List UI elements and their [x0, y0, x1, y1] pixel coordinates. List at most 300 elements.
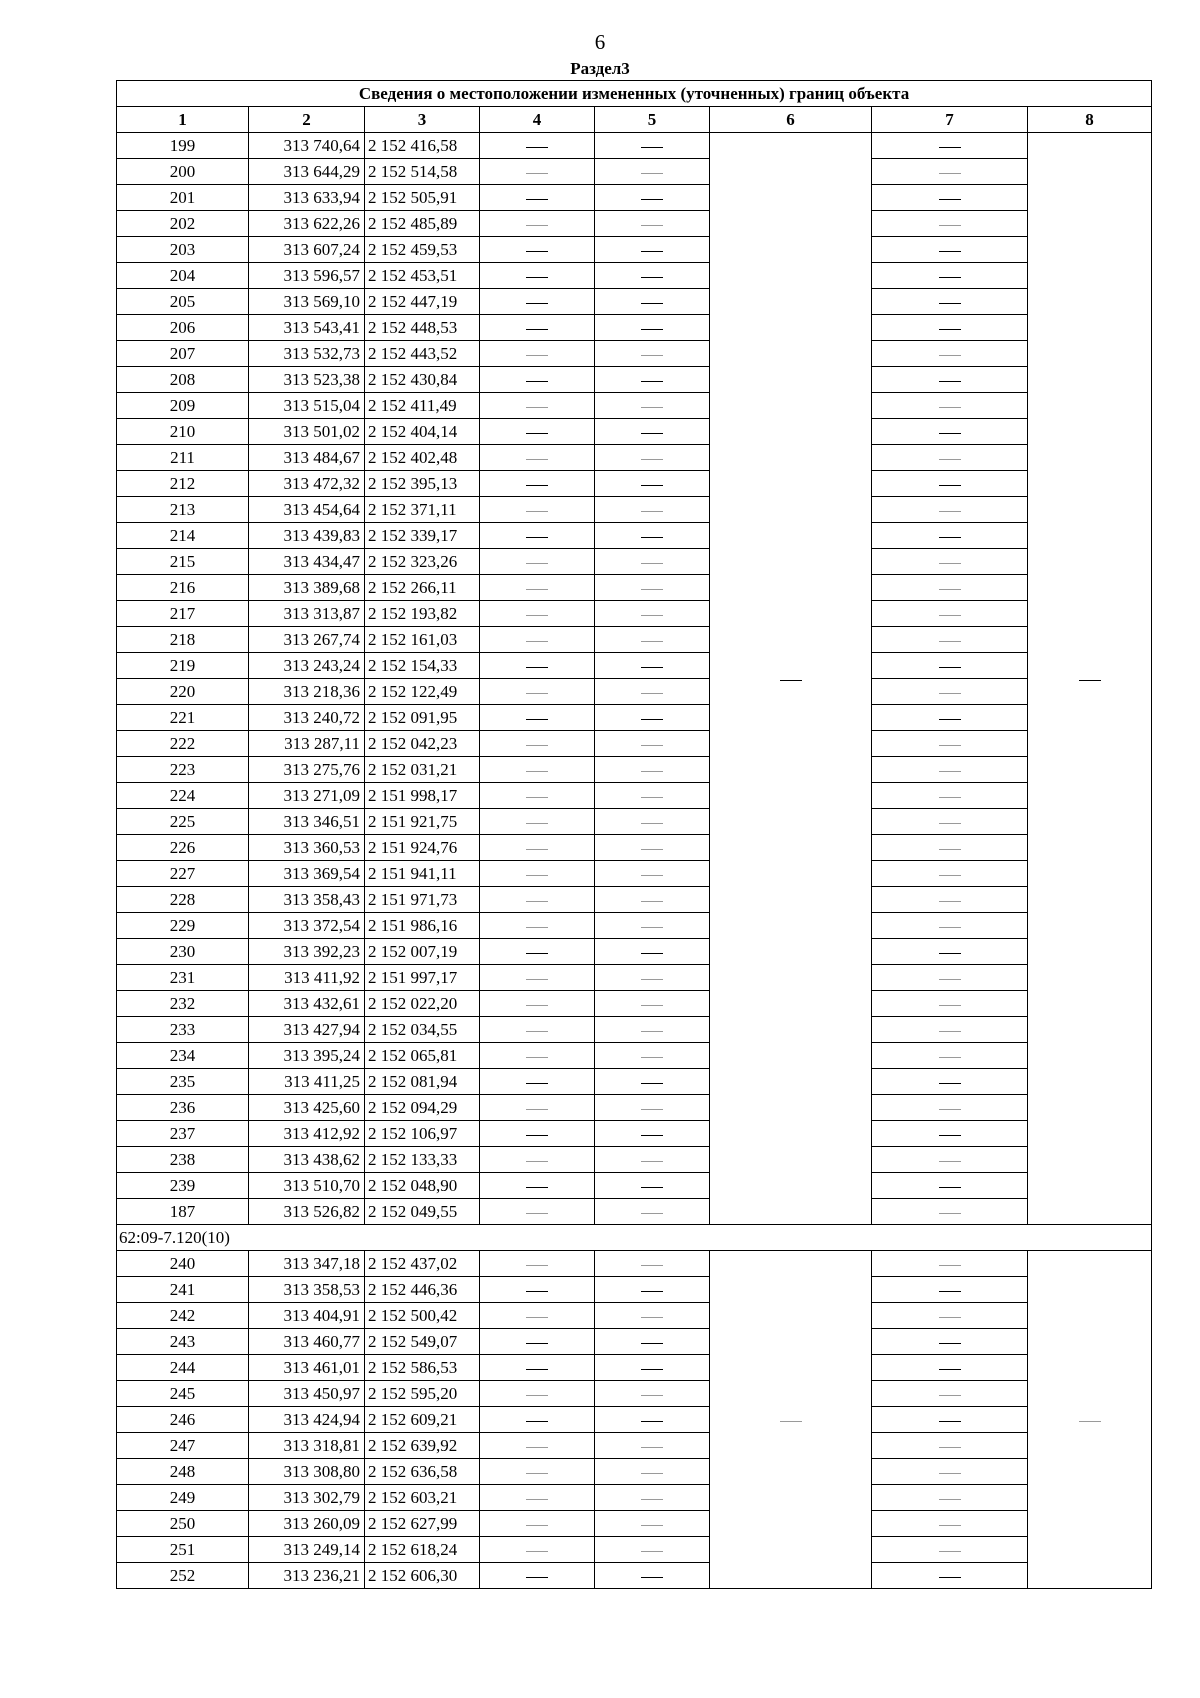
dash-mark	[526, 1109, 548, 1110]
dash-mark	[526, 1447, 548, 1448]
col5-dash	[595, 263, 710, 289]
point-number: 228	[117, 887, 249, 913]
table-row	[117, 1199, 1152, 1225]
coordinate-y: 2 152 049,55	[365, 1199, 480, 1225]
coordinate-y: 2 152 639,92	[365, 1433, 480, 1459]
col4-dash	[480, 1459, 595, 1485]
dash-mark	[641, 199, 663, 200]
point-number: 226	[117, 835, 249, 861]
coordinate-x: 313 526,82	[249, 1199, 365, 1225]
point-number: 227	[117, 861, 249, 887]
col7-dash	[872, 159, 1028, 185]
table-row	[117, 133, 1152, 159]
coordinate-x: 313 318,81	[249, 1433, 365, 1459]
point-number: 216	[117, 575, 249, 601]
col7-dash	[872, 419, 1028, 445]
dash-mark	[939, 979, 961, 980]
coordinate-y: 2 152 404,14	[365, 419, 480, 445]
col5-dash	[595, 809, 710, 835]
coordinate-x: 313 543,41	[249, 315, 365, 341]
table-row	[117, 1459, 1152, 1485]
table-row	[117, 1329, 1152, 1355]
dash-mark	[939, 1265, 961, 1266]
dash-mark	[641, 1187, 663, 1188]
dash-mark	[939, 407, 961, 408]
dash-mark	[526, 771, 548, 772]
section-title: Раздел3	[570, 59, 630, 78]
dash-mark	[939, 875, 961, 876]
table-row	[117, 159, 1152, 185]
dash-mark	[526, 979, 548, 980]
dash-mark	[641, 1343, 663, 1344]
column-header: 6	[710, 107, 872, 133]
coordinate-y: 2 152 193,82	[365, 601, 480, 627]
dash-mark	[526, 485, 548, 486]
coordinate-y: 2 151 997,17	[365, 965, 480, 991]
coordinate-x: 313 510,70	[249, 1173, 365, 1199]
table-row	[117, 1251, 1152, 1277]
point-number: 233	[117, 1017, 249, 1043]
dash-mark	[526, 823, 548, 824]
dash-mark	[939, 771, 961, 772]
dash-mark	[641, 1395, 663, 1396]
point-number: 243	[117, 1329, 249, 1355]
coordinate-x: 313 249,14	[249, 1537, 365, 1563]
col7-dash	[872, 1069, 1028, 1095]
col5-dash	[595, 835, 710, 861]
dash-mark	[939, 459, 961, 460]
coordinate-x: 313 287,11	[249, 731, 365, 757]
col5-dash	[595, 1043, 710, 1069]
point-number: 209	[117, 393, 249, 419]
col4-dash	[480, 1537, 595, 1563]
col7-dash	[872, 1459, 1028, 1485]
dash-mark	[939, 251, 961, 252]
table-row	[117, 419, 1152, 445]
col4-dash	[480, 211, 595, 237]
dash-mark	[939, 1577, 961, 1578]
col4-dash	[480, 601, 595, 627]
dash-mark	[526, 459, 548, 460]
coordinate-y: 2 152 416,58	[365, 133, 480, 159]
coordinate-y: 2 152 031,21	[365, 757, 480, 783]
dash-mark	[526, 1083, 548, 1084]
point-number: 217	[117, 601, 249, 627]
coordinate-x: 313 633,94	[249, 185, 365, 211]
col5-dash	[595, 211, 710, 237]
dash-mark	[526, 251, 548, 252]
point-number: 202	[117, 211, 249, 237]
dash-mark	[939, 823, 961, 824]
col4-dash	[480, 549, 595, 575]
dash-mark	[641, 511, 663, 512]
col4-dash	[480, 887, 595, 913]
col4-dash	[480, 1485, 595, 1511]
table-row	[117, 523, 1152, 549]
point-number: 200	[117, 159, 249, 185]
coordinate-x: 313 275,76	[249, 757, 365, 783]
coordinate-x: 313 260,09	[249, 1511, 365, 1537]
table-row	[117, 1121, 1152, 1147]
col4-dash	[480, 1407, 595, 1433]
dash-mark	[641, 1525, 663, 1526]
dash-mark	[939, 745, 961, 746]
col7-dash	[872, 991, 1028, 1017]
table-row	[117, 1381, 1152, 1407]
col5-dash	[595, 1095, 710, 1121]
dash-mark	[641, 1057, 663, 1058]
dash-mark	[641, 1161, 663, 1162]
col7-dash	[872, 1173, 1028, 1199]
coordinate-y: 2 152 606,30	[365, 1563, 480, 1589]
col5-dash	[595, 575, 710, 601]
coordinate-x: 313 450,97	[249, 1381, 365, 1407]
col7-dash	[872, 341, 1028, 367]
page-number: 6	[594, 30, 606, 54]
col8-merged-dash	[1028, 1251, 1152, 1589]
dash-mark	[641, 173, 663, 174]
coordinate-y: 2 152 371,11	[365, 497, 480, 523]
col7-dash	[872, 731, 1028, 757]
coordinate-y: 2 152 048,90	[365, 1173, 480, 1199]
dash-mark	[939, 1005, 961, 1006]
coordinate-y: 2 152 453,51	[365, 263, 480, 289]
table-row	[117, 679, 1152, 705]
col5-dash	[595, 523, 710, 549]
dash-mark	[641, 719, 663, 720]
col4-dash	[480, 445, 595, 471]
col4-dash	[480, 1303, 595, 1329]
dash-mark	[641, 1083, 663, 1084]
coordinate-y: 2 152 411,49	[365, 393, 480, 419]
dash-mark	[939, 641, 961, 642]
col4-dash	[480, 1329, 595, 1355]
coordinate-y: 2 152 339,17	[365, 523, 480, 549]
col4-dash	[480, 783, 595, 809]
dash-mark	[939, 693, 961, 694]
col7-dash	[872, 601, 1028, 627]
col7-dash	[872, 1121, 1028, 1147]
table-row	[117, 263, 1152, 289]
dash-mark	[526, 875, 548, 876]
col5-dash	[595, 887, 710, 913]
col7-dash	[872, 367, 1028, 393]
point-number: 246	[117, 1407, 249, 1433]
dash-mark	[939, 589, 961, 590]
dash-mark	[939, 1499, 961, 1500]
table-row	[117, 1095, 1152, 1121]
dash-mark	[641, 901, 663, 902]
point-number: 247	[117, 1433, 249, 1459]
col4-dash	[480, 471, 595, 497]
col5-dash	[595, 1459, 710, 1485]
table-row	[117, 445, 1152, 471]
col4-dash	[480, 757, 595, 783]
coordinate-x: 313 271,09	[249, 783, 365, 809]
coordinate-x: 313 569,10	[249, 289, 365, 315]
table-row	[117, 809, 1152, 835]
coordinate-y: 2 152 459,53	[365, 237, 480, 263]
coordinate-y: 2 152 402,48	[365, 445, 480, 471]
dash-mark	[641, 251, 663, 252]
dash-mark	[939, 1525, 961, 1526]
dash-mark	[526, 1187, 548, 1188]
dash-mark	[526, 667, 548, 668]
point-number: 249	[117, 1485, 249, 1511]
coordinate-x: 313 395,24	[249, 1043, 365, 1069]
dash-mark	[939, 303, 961, 304]
dash-mark	[641, 459, 663, 460]
coordinate-x: 313 243,24	[249, 653, 365, 679]
dash-mark	[526, 355, 548, 356]
table-row	[117, 1433, 1152, 1459]
dash-mark	[939, 199, 961, 200]
column-header: 4	[480, 107, 595, 133]
col4-dash	[480, 133, 595, 159]
coordinate-x: 313 358,53	[249, 1277, 365, 1303]
coordinate-x: 313 427,94	[249, 1017, 365, 1043]
table-row	[117, 783, 1152, 809]
dash-mark	[526, 745, 548, 746]
col7-dash	[872, 887, 1028, 913]
point-number: 210	[117, 419, 249, 445]
col7-dash	[872, 1537, 1028, 1563]
col4-dash	[480, 1251, 595, 1277]
dash-mark	[526, 901, 548, 902]
column-header: 5	[595, 107, 710, 133]
dash-mark	[526, 1551, 548, 1552]
coordinate-y: 2 152 161,03	[365, 627, 480, 653]
point-number: 250	[117, 1511, 249, 1537]
dash-mark	[939, 511, 961, 512]
col7-dash	[872, 835, 1028, 861]
col7-dash	[872, 549, 1028, 575]
table-row	[117, 237, 1152, 263]
dash-mark	[526, 537, 548, 538]
dash-mark	[939, 355, 961, 356]
col7-dash	[872, 575, 1028, 601]
point-number: 252	[117, 1563, 249, 1589]
dash-mark	[526, 1265, 548, 1266]
coordinate-x: 313 515,04	[249, 393, 365, 419]
point-number: 248	[117, 1459, 249, 1485]
col7-dash	[872, 1329, 1028, 1355]
point-number: 214	[117, 523, 249, 549]
point-number: 187	[117, 1199, 249, 1225]
column-header: 1	[117, 107, 249, 133]
table-row	[117, 289, 1152, 315]
col4-dash	[480, 1173, 595, 1199]
table-row	[117, 1069, 1152, 1095]
col5-dash	[595, 1303, 710, 1329]
coordinate-y: 2 152 266,11	[365, 575, 480, 601]
dash-mark	[939, 927, 961, 928]
col5-dash	[595, 1563, 710, 1589]
col5-dash	[595, 1199, 710, 1225]
dash-mark	[526, 225, 548, 226]
coordinate-x: 313 740,64	[249, 133, 365, 159]
dash-mark	[526, 381, 548, 382]
dash-mark	[641, 823, 663, 824]
coordinate-y: 2 152 106,97	[365, 1121, 480, 1147]
table-row	[117, 705, 1152, 731]
coordinate-y: 2 152 443,52	[365, 341, 480, 367]
col4-dash	[480, 1277, 595, 1303]
dash-mark	[939, 1187, 961, 1188]
dash-mark	[939, 147, 961, 148]
dash-mark	[526, 1135, 548, 1136]
coordinate-x: 313 267,74	[249, 627, 365, 653]
dash-mark	[526, 1031, 548, 1032]
col4-dash	[480, 809, 595, 835]
coordinate-y: 2 152 437,02	[365, 1251, 480, 1277]
column-header: 3	[365, 107, 480, 133]
dash-mark	[641, 407, 663, 408]
dash-mark	[641, 641, 663, 642]
point-number: 241	[117, 1277, 249, 1303]
coordinate-x: 313 460,77	[249, 1329, 365, 1355]
point-number: 218	[117, 627, 249, 653]
dash-mark	[939, 1343, 961, 1344]
col5-dash	[595, 1407, 710, 1433]
col6-merged-dash	[710, 1251, 872, 1589]
coordinate-x: 313 240,72	[249, 705, 365, 731]
col5-dash	[595, 913, 710, 939]
col7-dash	[872, 471, 1028, 497]
point-number: 244	[117, 1355, 249, 1381]
dash-mark	[641, 1031, 663, 1032]
col4-dash	[480, 497, 595, 523]
point-number: 219	[117, 653, 249, 679]
col4-dash	[480, 1095, 595, 1121]
point-number: 205	[117, 289, 249, 315]
coordinate-x: 313 596,57	[249, 263, 365, 289]
col5-dash	[595, 159, 710, 185]
col4-dash	[480, 237, 595, 263]
col7-dash	[872, 757, 1028, 783]
col5-dash	[595, 627, 710, 653]
table-row	[117, 1303, 1152, 1329]
coordinate-y: 2 152 549,07	[365, 1329, 480, 1355]
point-number: 203	[117, 237, 249, 263]
col7-dash	[872, 133, 1028, 159]
dash-mark	[939, 329, 961, 330]
coordinate-y: 2 152 094,29	[365, 1095, 480, 1121]
col5-dash	[595, 289, 710, 315]
coordinate-y: 2 152 154,33	[365, 653, 480, 679]
coordinate-y: 2 151 924,76	[365, 835, 480, 861]
col5-dash	[595, 1485, 710, 1511]
dash-mark	[526, 849, 548, 850]
point-number: 215	[117, 549, 249, 575]
dash-mark	[939, 1421, 961, 1422]
coordinate-x: 313 347,18	[249, 1251, 365, 1277]
dash-mark	[526, 1343, 548, 1344]
coordinate-x: 313 404,91	[249, 1303, 365, 1329]
point-number: 201	[117, 185, 249, 211]
point-number: 225	[117, 809, 249, 835]
dash-mark	[939, 667, 961, 668]
dash-mark	[939, 1447, 961, 1448]
col7-dash	[872, 1407, 1028, 1433]
point-number: 212	[117, 471, 249, 497]
dash-mark	[939, 1109, 961, 1110]
coordinate-y: 2 152 081,94	[365, 1069, 480, 1095]
col5-dash	[595, 939, 710, 965]
col5-dash	[595, 1017, 710, 1043]
table-caption: Сведения о местоположении измененных (уточненных) границ объекта	[117, 81, 1152, 107]
point-number: 220	[117, 679, 249, 705]
coordinate-x: 313 389,68	[249, 575, 365, 601]
dash-mark	[939, 849, 961, 850]
coordinate-y: 2 151 986,16	[365, 913, 480, 939]
table-row	[117, 471, 1152, 497]
coordinate-y: 2 152 430,84	[365, 367, 480, 393]
col4-dash	[480, 367, 595, 393]
col5-dash	[595, 1277, 710, 1303]
table-row	[117, 497, 1152, 523]
coordinate-y: 2 152 636,58	[365, 1459, 480, 1485]
coordinate-x: 313 236,21	[249, 1563, 365, 1589]
dash-mark	[641, 1291, 663, 1292]
dash-mark	[939, 1551, 961, 1552]
col5-dash	[595, 705, 710, 731]
table-row	[117, 1173, 1152, 1199]
table-row	[117, 575, 1152, 601]
coordinate-x: 313 501,02	[249, 419, 365, 445]
col5-dash	[595, 1147, 710, 1173]
coordinate-x: 313 372,54	[249, 913, 365, 939]
dash-mark	[641, 225, 663, 226]
coordinate-y: 2 152 485,89	[365, 211, 480, 237]
point-number: 211	[117, 445, 249, 471]
point-number: 224	[117, 783, 249, 809]
point-number: 231	[117, 965, 249, 991]
point-number: 237	[117, 1121, 249, 1147]
coordinate-x: 313 607,24	[249, 237, 365, 263]
dash-mark	[641, 303, 663, 304]
col7-dash	[872, 1277, 1028, 1303]
coordinate-x: 313 644,29	[249, 159, 365, 185]
dash-mark	[641, 1473, 663, 1474]
col4-dash	[480, 1511, 595, 1537]
col5-dash	[595, 1381, 710, 1407]
col5-dash	[595, 653, 710, 679]
col8-merged-dash	[1028, 133, 1152, 1225]
col4-dash	[480, 1355, 595, 1381]
coordinate-x: 313 346,51	[249, 809, 365, 835]
dash-mark	[641, 355, 663, 356]
col5-dash	[595, 549, 710, 575]
col5-dash	[595, 367, 710, 393]
col5-dash	[595, 445, 710, 471]
column-header: 7	[872, 107, 1028, 133]
dash-mark	[526, 641, 548, 642]
dash-mark	[641, 1369, 663, 1370]
dash-mark	[939, 1369, 961, 1370]
table-row	[117, 1355, 1152, 1381]
coordinate-y: 2 151 921,75	[365, 809, 480, 835]
dash-mark	[780, 680, 802, 681]
dash-mark	[526, 1499, 548, 1500]
dash-mark	[526, 1213, 548, 1214]
dash-mark	[641, 1213, 663, 1214]
col7-dash	[872, 1355, 1028, 1381]
col5-dash	[595, 133, 710, 159]
col7-dash	[872, 1199, 1028, 1225]
table-row	[117, 185, 1152, 211]
coordinate-x: 313 425,60	[249, 1095, 365, 1121]
